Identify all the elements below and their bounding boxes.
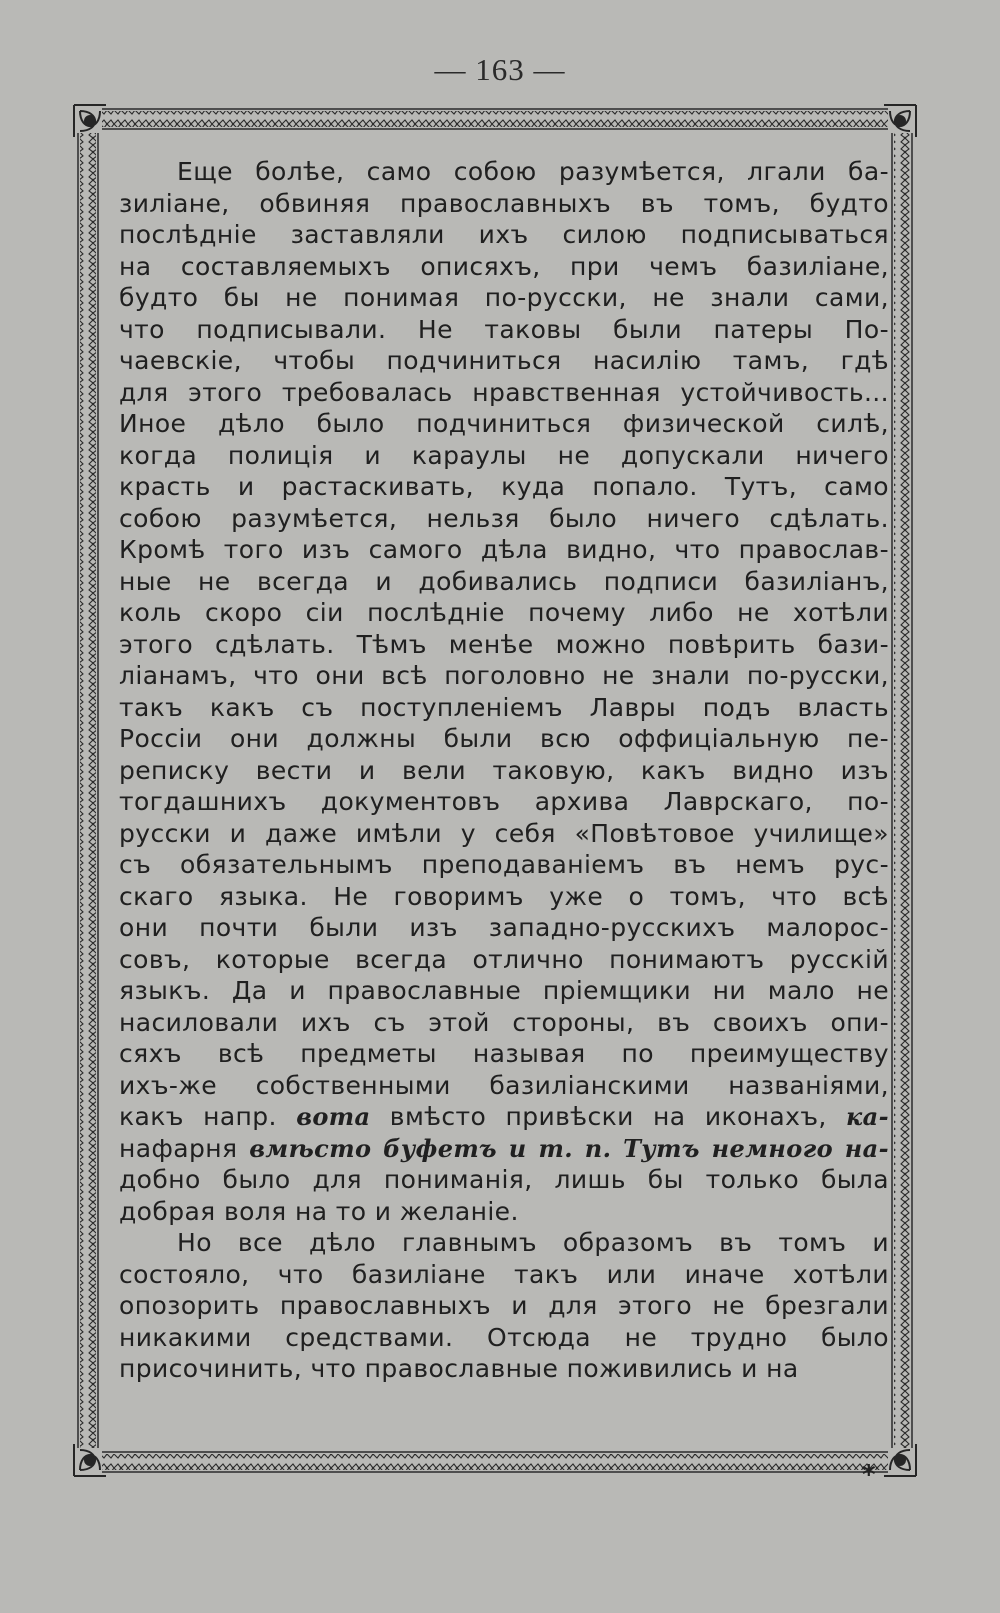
- text-segment: опозорить православныхъ и для этого не брезгали: [119, 1291, 889, 1320]
- text-line: [119, 503, 889, 535]
- text-segment: на составляемыхъ описяхъ, при чемъ базиліане,: [119, 251, 889, 281]
- text-line: [119, 345, 889, 377]
- text-segment: Кромѣ того изъ самого дѣла видно, что православ-: [119, 535, 889, 564]
- text-line: [119, 1164, 889, 1196]
- text-segment: добрая воля на то и желаніе.: [119, 1196, 519, 1226]
- text-line: [119, 975, 889, 1007]
- text-segment: сяхъ всѣ предметы называя по преимуществу: [119, 1039, 889, 1068]
- text-segment: русски и даже имѣли у себя «Повѣтовое училище»: [119, 818, 889, 848]
- signature-mark: *: [862, 1460, 876, 1490]
- text-line: [119, 912, 889, 944]
- text-line: [119, 1038, 889, 1070]
- text-line: [119, 314, 889, 346]
- text-segment: ные не всегда и добивались подписи базиліанъ,: [119, 566, 889, 596]
- text-segment: Но все дѣло главнымъ образомъ въ томъ и: [177, 1228, 889, 1257]
- text-line: [119, 219, 889, 251]
- text-segment: съ обязательнымъ преподаваніемъ въ немъ рус-: [119, 850, 889, 879]
- text-line: [119, 755, 889, 787]
- text-segment: зиліане, обвиняя православныхъ въ томъ, будто: [119, 188, 889, 218]
- text-segment: добно было для пониманія, лишь бы только была: [119, 1165, 889, 1194]
- text-line: [119, 1007, 889, 1039]
- text-line: [119, 251, 889, 283]
- text-segment: когда полиція и караулы не допускали ничего: [119, 440, 889, 470]
- text-segment: ихъ-же собственными базиліанскими названіями,: [119, 1070, 889, 1100]
- text-line: [119, 156, 889, 188]
- text-line: [119, 1322, 889, 1354]
- text-segment: собою разумѣется, нельзя было ничего сдѣлать.: [119, 503, 889, 533]
- text-line: [119, 282, 889, 314]
- text-line: [119, 1227, 889, 1259]
- text-segment: реписку вести и вели таковую, какъ видно изъ: [119, 755, 889, 785]
- text-line: [119, 723, 889, 755]
- text-segment: тогдашнихъ документовъ архива Лаврскаго, по-: [119, 787, 889, 816]
- text-segment: для этого требовалась нравственная устойчивость...: [119, 377, 889, 407]
- text-line: [119, 629, 889, 661]
- text-segment: ліанамъ, что они всѣ поголовно не знали по-русски,: [119, 661, 889, 690]
- text-segment: красть и растаскивать, куда попало. Тутъ, само: [119, 472, 889, 501]
- text-segment: Еще болѣе, само собою разумѣется, лгали ба-: [177, 157, 889, 186]
- text-segment: Иное дѣло было подчиниться физической силѣ,: [119, 409, 889, 438]
- text-segment: этого сдѣлать. Тѣмъ менѣе можно повѣрить бази-: [119, 629, 889, 659]
- text-line: [119, 818, 889, 850]
- text-line: [119, 1101, 889, 1133]
- text-line: [119, 786, 889, 818]
- text-line: [119, 1290, 889, 1322]
- text-segment: что подписывали. Не таковы были патеры По-: [119, 314, 889, 344]
- text-line: [119, 692, 889, 724]
- text-segment: чаевскіе, чтобы подчиниться насилію тамъ, гдѣ: [119, 346, 889, 375]
- text-segment: совъ, которые всегда отлично понимаютъ русскій: [119, 944, 889, 974]
- text-line: [119, 1133, 889, 1165]
- text-line: [119, 440, 889, 472]
- text-segment: Россіи они должны были всю оффиціальную пе-: [119, 724, 889, 753]
- text-line: [119, 1353, 889, 1385]
- text-segment: будто бы не понимая по-русски, не знали сами,: [119, 283, 889, 312]
- text-line: [119, 1196, 889, 1228]
- text-segment: нафарня: [119, 1133, 238, 1163]
- text-line: [119, 471, 889, 503]
- text-segment: какъ напр.: [119, 1102, 297, 1131]
- text-segment: языкъ. Да и православные пріемщики ни мало не: [119, 976, 889, 1005]
- italic-term: ка-: [846, 1102, 889, 1131]
- text-segment: скаго языка. Не говоримъ уже о томъ, что всѣ: [119, 881, 889, 911]
- text-line: [119, 1070, 889, 1102]
- text-line: [119, 881, 889, 913]
- text-line: [119, 597, 889, 629]
- text-line: [119, 377, 889, 409]
- text-line: [119, 944, 889, 976]
- text-line: [119, 188, 889, 220]
- text-segment: вмѣсто привѣски на иконахъ,: [370, 1102, 847, 1131]
- text-segment: коль скоро сіи послѣдніе почему либо не хотѣли: [119, 598, 889, 627]
- text-line: [119, 1259, 889, 1291]
- italic-term: вмѣсто буфетъ и т. п. Тутъ немного на-: [237, 1133, 889, 1163]
- text-line: [119, 660, 889, 692]
- text-line: [119, 566, 889, 598]
- text-segment: насиловали ихъ съ этой стороны, въ своихъ опи-: [119, 1007, 889, 1037]
- text-segment: никакими средствами. Отсюда не трудно было: [119, 1322, 889, 1352]
- text-line: [119, 849, 889, 881]
- text-segment: присочинить, что православные поживились и на: [119, 1354, 799, 1383]
- body-text: [119, 156, 889, 1385]
- text-segment: они почти были изъ западно-русскихъ малорос-: [119, 913, 889, 942]
- text-line: [119, 534, 889, 566]
- text-segment: такъ какъ съ поступленіемъ Лавры подъ власть: [119, 692, 889, 722]
- text-line: [119, 408, 889, 440]
- italic-term: вота: [296, 1102, 371, 1131]
- text-segment: состояло, что базиліане такъ или иначе хотѣли: [119, 1259, 889, 1289]
- text-segment: послѣдніе заставляли ихъ силою подписываться: [119, 220, 889, 249]
- page-number: — 163 —: [434, 52, 566, 87]
